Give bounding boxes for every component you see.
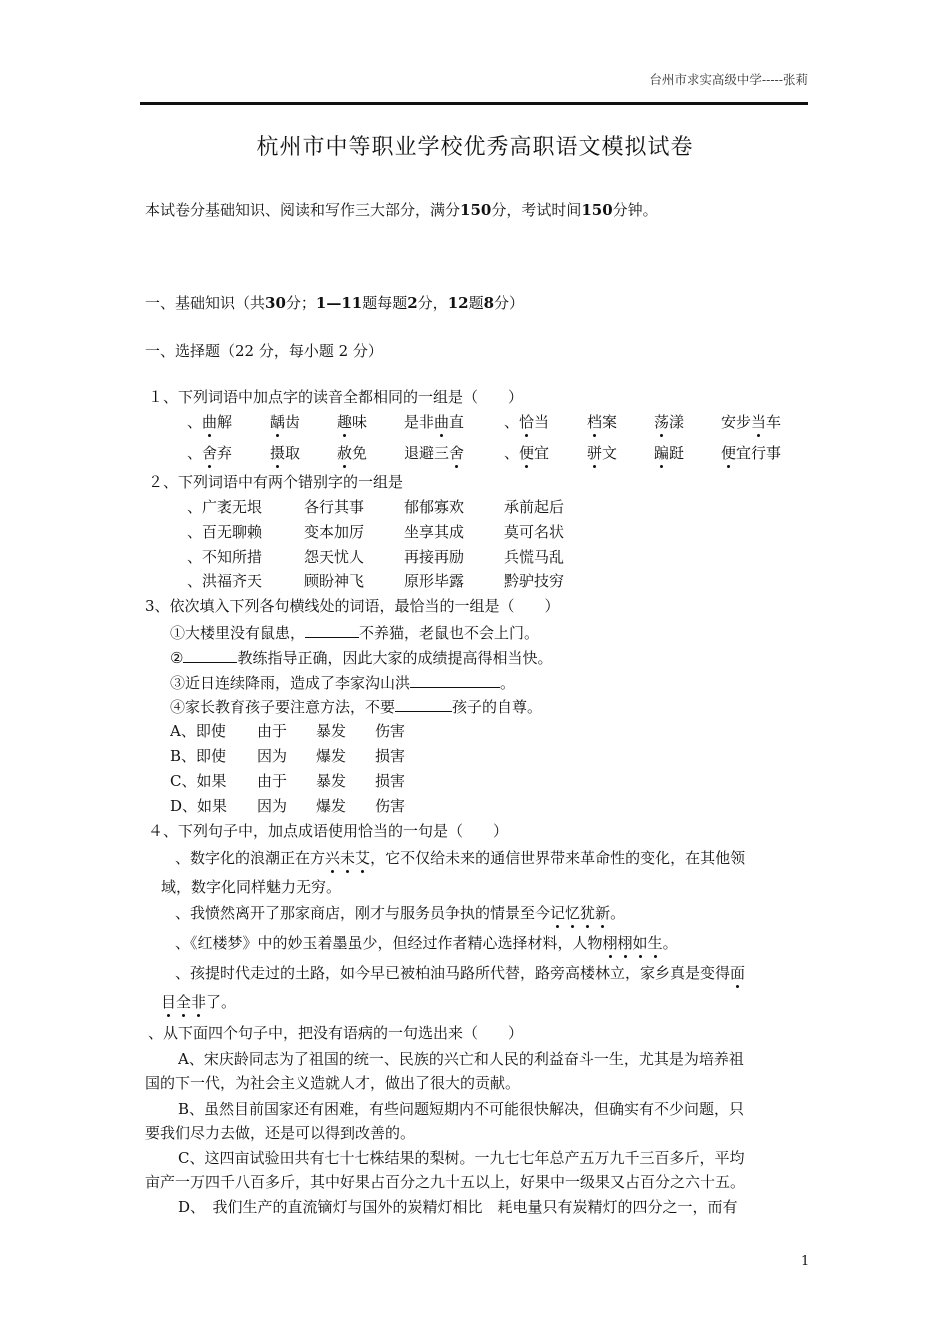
q4-c-dotted-idiom [603,934,663,952]
q1-word-text: 解 [217,413,233,431]
emphasis-char: 犹 [580,904,596,922]
q3-option-word: 由于 [257,772,288,790]
q5-option-c-cont: 亩产一万四千八百多斤，其中好果占百分之九十五以上，好果中一级果又占百分之六十五。 [145,1173,746,1191]
emphasis-char: 忆 [565,904,581,922]
emphasis-char: 面 [730,964,746,982]
q3-s4-text: ④家长教育孩子要注意方法，不要 [170,698,396,716]
emphasis-char: 便 [721,444,737,462]
q1-stem: １、下列词语中加点字的读音全都相同的一组是（ ） [148,388,524,406]
q3-stem: 3、依次填入下列各句横线处的词语，最恰当的一组是（ ） [145,597,560,615]
q4-option-d [175,964,745,982]
s1-text: 题 [468,294,484,312]
page-title: 杭州市中等职业学校优秀高职语文模拟试卷 [256,135,694,160]
emphasis-char: 艾 [355,849,371,867]
q1-row2 [187,444,811,462]
q3-option-c [170,772,435,790]
q3-s2-blank [183,648,237,663]
s1-text: 题每题 [362,294,408,312]
s1-total: 30 [265,294,286,312]
q1-word-text: 退避三 [404,444,450,462]
intro-mid: 分，考试时间 [491,201,582,219]
q3-option-d [170,797,435,815]
q3-s1-blank [305,623,359,638]
q1-word [337,444,404,462]
section-choice-heading: 一、选择题（22 分，每小题 2 分） [145,342,383,360]
q3-s4-text: 孩子的自尊。 [452,698,543,716]
q1-word-text: 案 [602,413,618,431]
q2-word: 、广袤无垠 [187,498,263,516]
intro-suffix: 分钟。 [612,201,658,219]
q1-word-text: 直 [449,413,465,431]
intro-prefix: 本试卷分基础知识、阅读和写作三大部分，满分 [145,201,461,219]
q4-b-text: 、我愤然离开了那家商店，刚才与服务员争执的情景至今 [175,904,551,922]
page-number: 1 [801,1254,810,1269]
emphasis-char: 趣 [337,413,353,431]
q1-word [504,444,587,462]
q3-option-word: B、即使 [170,747,227,765]
q5-option-a-cont: 国的下一代，为社会主义造就人才，做出了很大的贡献。 [145,1074,521,1092]
emphasis-char: 记 [550,904,566,922]
q1-word [721,444,811,462]
q1-word [404,444,504,462]
q1-word-text: 安步 [721,413,752,431]
q2-word: 、百无聊赖 [187,523,263,541]
q2-word: 坐享其成 [404,523,465,541]
q1-word [270,444,337,462]
q4-a-dotted-idiom [325,849,370,867]
intro-time: 150 [581,201,613,219]
q3-sentence-2 [170,648,552,667]
q3-option-word: 爆发 [316,797,347,815]
emphasis-char: 恰 [519,413,535,431]
q1-word-text: 免 [352,444,368,462]
emphasis-char: 生 [647,934,663,952]
q1-word-text: 齿 [285,413,301,431]
q1-word-text: 当 [534,413,550,431]
q2-word: 变本加厉 [304,523,365,541]
intro-score: 150 [460,201,492,219]
q3-option-word: 因为 [257,747,288,765]
q1-word-text: 味 [352,413,368,431]
emphasis-char: 舍 [202,444,218,462]
q4-option-a [175,849,745,867]
s1-q12: 12 [447,294,469,312]
emphasis-char: 档 [587,413,603,431]
q1-word-text: 是非 [404,413,435,431]
q2-word: 莫可名状 [504,523,565,541]
emphasis-char: 骈 [587,444,603,462]
q3-option-a [170,722,435,740]
q4-c-text: 。 [662,934,678,952]
q2-word: 怨天忧人 [304,548,365,566]
q4-stem: ４、下列句子中，加点成语使用恰当的一句是（ ） [148,822,509,840]
q1-word [337,413,404,431]
emphasis-char: 赦 [337,444,353,462]
q2-option-a [187,498,624,516]
exam-intro [145,201,658,219]
q1-word [187,444,270,462]
q4-option-a-cont: 域，数字化同样魅力无穷。 [161,878,342,896]
q1-word [404,413,504,431]
q3-option-b [170,747,435,765]
emphasis-char: 荡 [654,413,670,431]
s1-q12-score: 8 [483,294,495,312]
s1-text: 一、基础知识（共 [145,294,266,312]
q1-word [721,413,811,431]
emphasis-char: 栩 [602,934,618,952]
q4-b-text: 。 [610,904,626,922]
q3-s4-blank [395,697,452,712]
q3-option-word: 损害 [375,747,406,765]
q1-word-text: 、 [187,413,203,431]
q1-word [504,413,587,431]
q1-word-text: 弃 [217,444,233,462]
emphasis-char: 如 [632,934,648,952]
q3-s3-blank [410,673,500,688]
q5-option-b-cont: 要我们尽力去做，还是可以得到改善的。 [145,1124,416,1142]
q1-word-text: 、 [504,444,520,462]
q1-row1 [187,413,811,431]
q3-option-word: 暴发 [316,772,347,790]
q2-word: 、洪福齐天 [187,572,263,590]
q1-word-text: 取 [285,444,301,462]
q2-option-b [187,523,624,541]
q1-word-text: 车 [766,413,782,431]
q3-sentence-3 [170,673,515,692]
emphasis-char: 兴 [325,849,341,867]
q3-s3-text: ③近日连续降雨，造成了李家沟山洪 [170,674,411,692]
q1-word-text: 跹 [669,444,685,462]
emphasis-char: 非 [191,993,207,1011]
q4-c-text: 、《红楼梦》中的妙玉着墨虽少，但经过作者精心选择材料，人物 [175,934,603,952]
q4-option-c [175,934,678,952]
q2-word: 各行其事 [304,498,365,516]
emphasis-char: 未 [340,849,356,867]
q3-option-word: 伤害 [375,797,406,815]
q2-word: 顾盼神飞 [304,572,365,590]
q1-word [187,413,270,431]
q4-d-dotted-idiom-cont [161,993,206,1011]
q5-option-b: B、虽然目前国家还有困难，有些问题短期内不可能很快解决，但确实有不少问题，只 [178,1100,745,1118]
q3-s2-text: 教练指导正确，因此大家的成绩提高得相当快。 [237,649,553,667]
page-header: 台州市求实高级中学-----张莉 [649,72,808,87]
q2-word: 郁郁寡欢 [404,498,465,516]
q4-d-text: 、孩提时代走过的土路，如今早已被柏油马路所代替，路旁高楼林立，家乡真是变得 [175,964,731,982]
section-basic-knowledge [145,294,524,312]
s1-each: 2 [407,294,418,312]
q3-s1-text: ①大楼里没有鼠患， [170,624,306,642]
emphasis-char: 摄 [270,444,286,462]
q3-option-word: D、如果 [170,797,228,815]
q3-sentence-4 [170,697,542,716]
emphasis-char: 舍 [449,444,465,462]
emphasis-char: 龋 [270,413,286,431]
q3-option-word: 因为 [257,797,288,815]
emphasis-char: 全 [176,993,192,1011]
q4-option-d-cont [161,993,236,1011]
q3-option-word: A、即使 [170,722,226,740]
q1-word [587,444,654,462]
q3-s2-text: ② [170,649,184,667]
q1-word-text: 宜 [534,444,550,462]
emphasis-char: 新 [595,904,611,922]
q4-b-dotted-idiom [550,904,610,922]
q4-a-text: ，它不仅给未来的通信世界带来革命性的变化，在其他领 [370,849,746,867]
q1-word [654,444,721,462]
q1-word [270,413,337,431]
q2-word: 、不知所措 [187,548,263,566]
q1-word-text: 宜行事 [736,444,782,462]
q1-word-text: 、 [187,444,203,462]
q2-option-d [187,572,624,590]
q4-d-text: 了。 [206,993,237,1011]
emphasis-char: 目 [161,993,177,1011]
emphasis-char: 当 [751,413,767,431]
q2-word: 再接再励 [404,548,465,566]
q2-word: 兵慌马乱 [504,548,565,566]
s1-text: 分； [285,294,316,312]
q3-s3-text: 。 [500,674,516,692]
q3-option-word: 暴发 [316,722,347,740]
q4-a-text: 、数字化的浪潮正在方 [175,849,326,867]
q3-option-word: 伤害 [375,722,406,740]
emphasis-char: 曲 [202,413,218,431]
q2-word: 承前起后 [504,498,565,516]
q3-option-word: 损害 [375,772,406,790]
q1-word [587,413,654,431]
emphasis-char: 蹁 [654,444,670,462]
emphasis-char: 便 [519,444,535,462]
q1-word [654,413,721,431]
q5-stem: 、从下面四个句子中，把没有语病的一句选出来（ ） [148,1024,524,1042]
q3-option-word: 爆发 [316,747,347,765]
emphasis-char: 曲 [434,413,450,431]
q2-word: 黔驴技穷 [504,572,565,590]
q2-word: 原形毕露 [404,572,465,590]
s1-text: 分， [417,294,448,312]
s1-text: 分） [494,294,525,312]
q3-s1-text: 不养猫，老鼠也不会上门。 [359,624,540,642]
q5-option-d: D、 我们生产的直流镝灯与国外的炭精灯相比 耗电量只有炭精灯的四分之一，而有 [178,1198,738,1216]
q5-option-a: A、宋庆龄同志为了祖国的统一、民族的兴亡和人民的利益奋斗一生，尤其是为培养祖 [178,1050,744,1068]
q3-option-word: C、如果 [170,772,227,790]
q2-option-c [187,548,624,566]
q5-option-c: C、这四亩试验田共有七十七株结果的梨树。一九七七年总产五万九千三百多斤，平均 [178,1149,745,1167]
q1-word-text: 漾 [669,413,685,431]
q1-word-text: 、 [504,413,520,431]
s1-range: 1—11 [315,294,363,312]
q3-sentence-1 [170,623,539,642]
q2-stem: ２、下列词语中有两个错别字的一组是 [148,473,404,491]
q3-option-word: 由于 [257,722,288,740]
emphasis-char: 栩 [617,934,633,952]
q1-word-text: 文 [602,444,618,462]
q4-d-dotted-idiom [730,964,745,982]
header-rule [140,102,808,105]
q4-option-b [175,904,625,922]
